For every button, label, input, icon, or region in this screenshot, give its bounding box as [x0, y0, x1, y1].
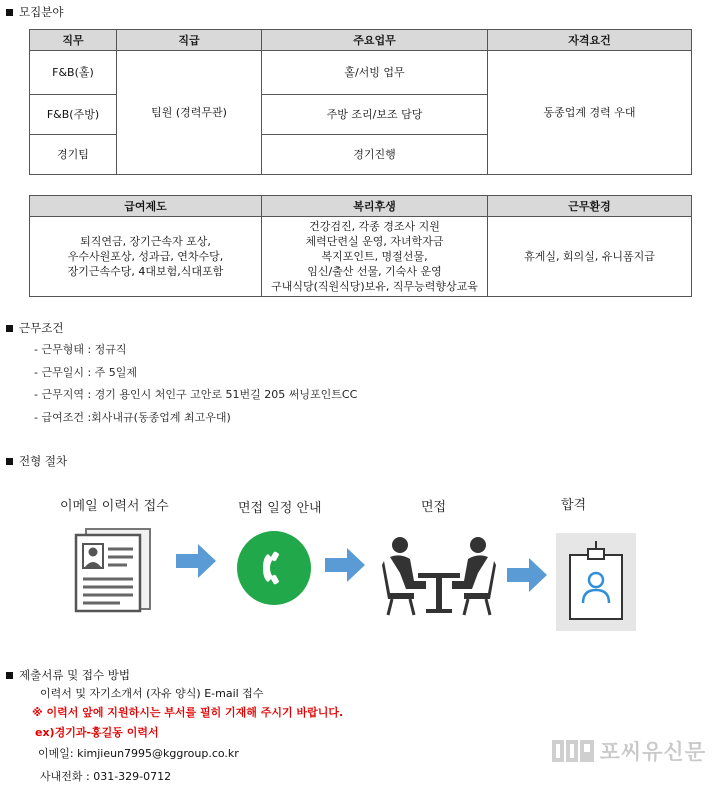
- recruit-table: [29, 29, 692, 175]
- col-header: 근무환경: [488, 196, 692, 217]
- step-label-pass: 합격: [561, 498, 587, 513]
- duty-cell: 경기진행: [262, 135, 488, 175]
- col-header: 직급: [117, 30, 262, 51]
- step-label-email: 이메일 이력서 접수: [60, 499, 169, 514]
- job-cell: F&B(주방): [30, 95, 117, 135]
- col-header: 직무: [30, 30, 117, 51]
- col-header: 복리후생: [262, 196, 488, 217]
- welfare-line: 건강검진, 각종 경조사 지원: [309, 220, 440, 233]
- watermark-logo-icon: [552, 738, 596, 764]
- col-header: 급여제도: [30, 196, 262, 217]
- welfare-line: 체력단련실 운영, 자녀학자금: [305, 235, 444, 248]
- watermark-text: 포씨유신문: [599, 740, 706, 764]
- step-label-interview: 면접: [421, 500, 447, 515]
- section-title: 전형 절차: [19, 454, 68, 468]
- salary-line: 퇴직연금, 장기근속자 포상,: [80, 235, 211, 248]
- section-heading-conditions: [6, 320, 63, 336]
- environment-cell: 휴게실, 회의실, 유니폼지급: [488, 217, 692, 297]
- welfare-line: 구내식당(직원식당)보유, 직무능력향상교육: [271, 280, 478, 293]
- grade-cell: 팀원 (경력무관): [117, 51, 262, 175]
- id-badge-icon: [556, 533, 636, 631]
- welfare-line: 복지포인트, 명절선물,: [321, 250, 428, 263]
- benefits-table: [29, 195, 692, 297]
- square-bullet-icon: [6, 458, 13, 465]
- arrow-right-icon: [325, 548, 365, 582]
- section-heading-process: [6, 453, 67, 469]
- square-bullet-icon: [6, 672, 13, 679]
- welfare-cell: [262, 217, 488, 297]
- section-heading-submission: [6, 667, 130, 683]
- watermark: [552, 736, 706, 766]
- condition-item: - 급여조건 :회사내규(동종업계 최고우대): [34, 410, 231, 424]
- square-bullet-icon: [6, 9, 13, 16]
- qualification-cell: 동종업계 경력 우대: [488, 51, 692, 175]
- condition-item: - 근무일시 : 주 5일제: [34, 365, 138, 379]
- welfare-line: 임신/출산 선물, 기숙사 운영: [307, 265, 442, 278]
- job-cell: F&B(홀): [30, 51, 117, 95]
- section-title: 모집분야: [19, 5, 64, 19]
- section-title: 제출서류 및 접수 방법: [19, 668, 130, 682]
- section-title: 근무조건: [19, 321, 64, 335]
- note-text: ※ 이력서 앞에 지원하시는 부서를 필히 기재해 주시기 바랍니다.: [32, 706, 344, 719]
- interview-icon: [380, 533, 498, 617]
- phone-text: 사내전화 : 031-329-0712: [40, 770, 172, 783]
- condition-item: - 근무지역 : 경기 용인시 처인구 고안로 51번길 205 써닝포인트CC: [34, 388, 358, 401]
- docs-text: 이력서 및 자기소개서 (자유 양식) E-mail 접수: [40, 687, 264, 700]
- duty-cell: 홀/서빙 업무: [262, 51, 488, 95]
- col-header: 자격요건: [488, 30, 692, 51]
- resume-icon: [72, 527, 154, 613]
- condition-item: - 근무형태 : 정규직: [34, 343, 127, 356]
- example-text: ex)경기과-홍길동 이력서: [35, 726, 159, 739]
- duty-cell: 주방 조리/보조 담당: [262, 95, 488, 135]
- email-text: 이메일: kimjieun7995@kggroup.co.kr: [38, 747, 239, 760]
- arrow-right-icon: [507, 558, 547, 592]
- phone-icon: [236, 530, 312, 606]
- square-bullet-icon: [6, 325, 13, 332]
- salary-line: 장기근속수당, 4대보험,식대포함: [67, 265, 224, 278]
- step-label-schedule: 면접 일정 안내: [238, 501, 322, 516]
- conditions-list: [34, 341, 357, 431]
- col-header: 주요업무: [262, 30, 488, 51]
- salary-line: 우수사원포상, 성과급, 연차수당,: [67, 250, 224, 263]
- arrow-right-icon: [176, 544, 216, 578]
- section-heading-recruit: [6, 4, 63, 20]
- salary-cell: [30, 217, 262, 297]
- job-cell: 경기팀: [30, 135, 117, 175]
